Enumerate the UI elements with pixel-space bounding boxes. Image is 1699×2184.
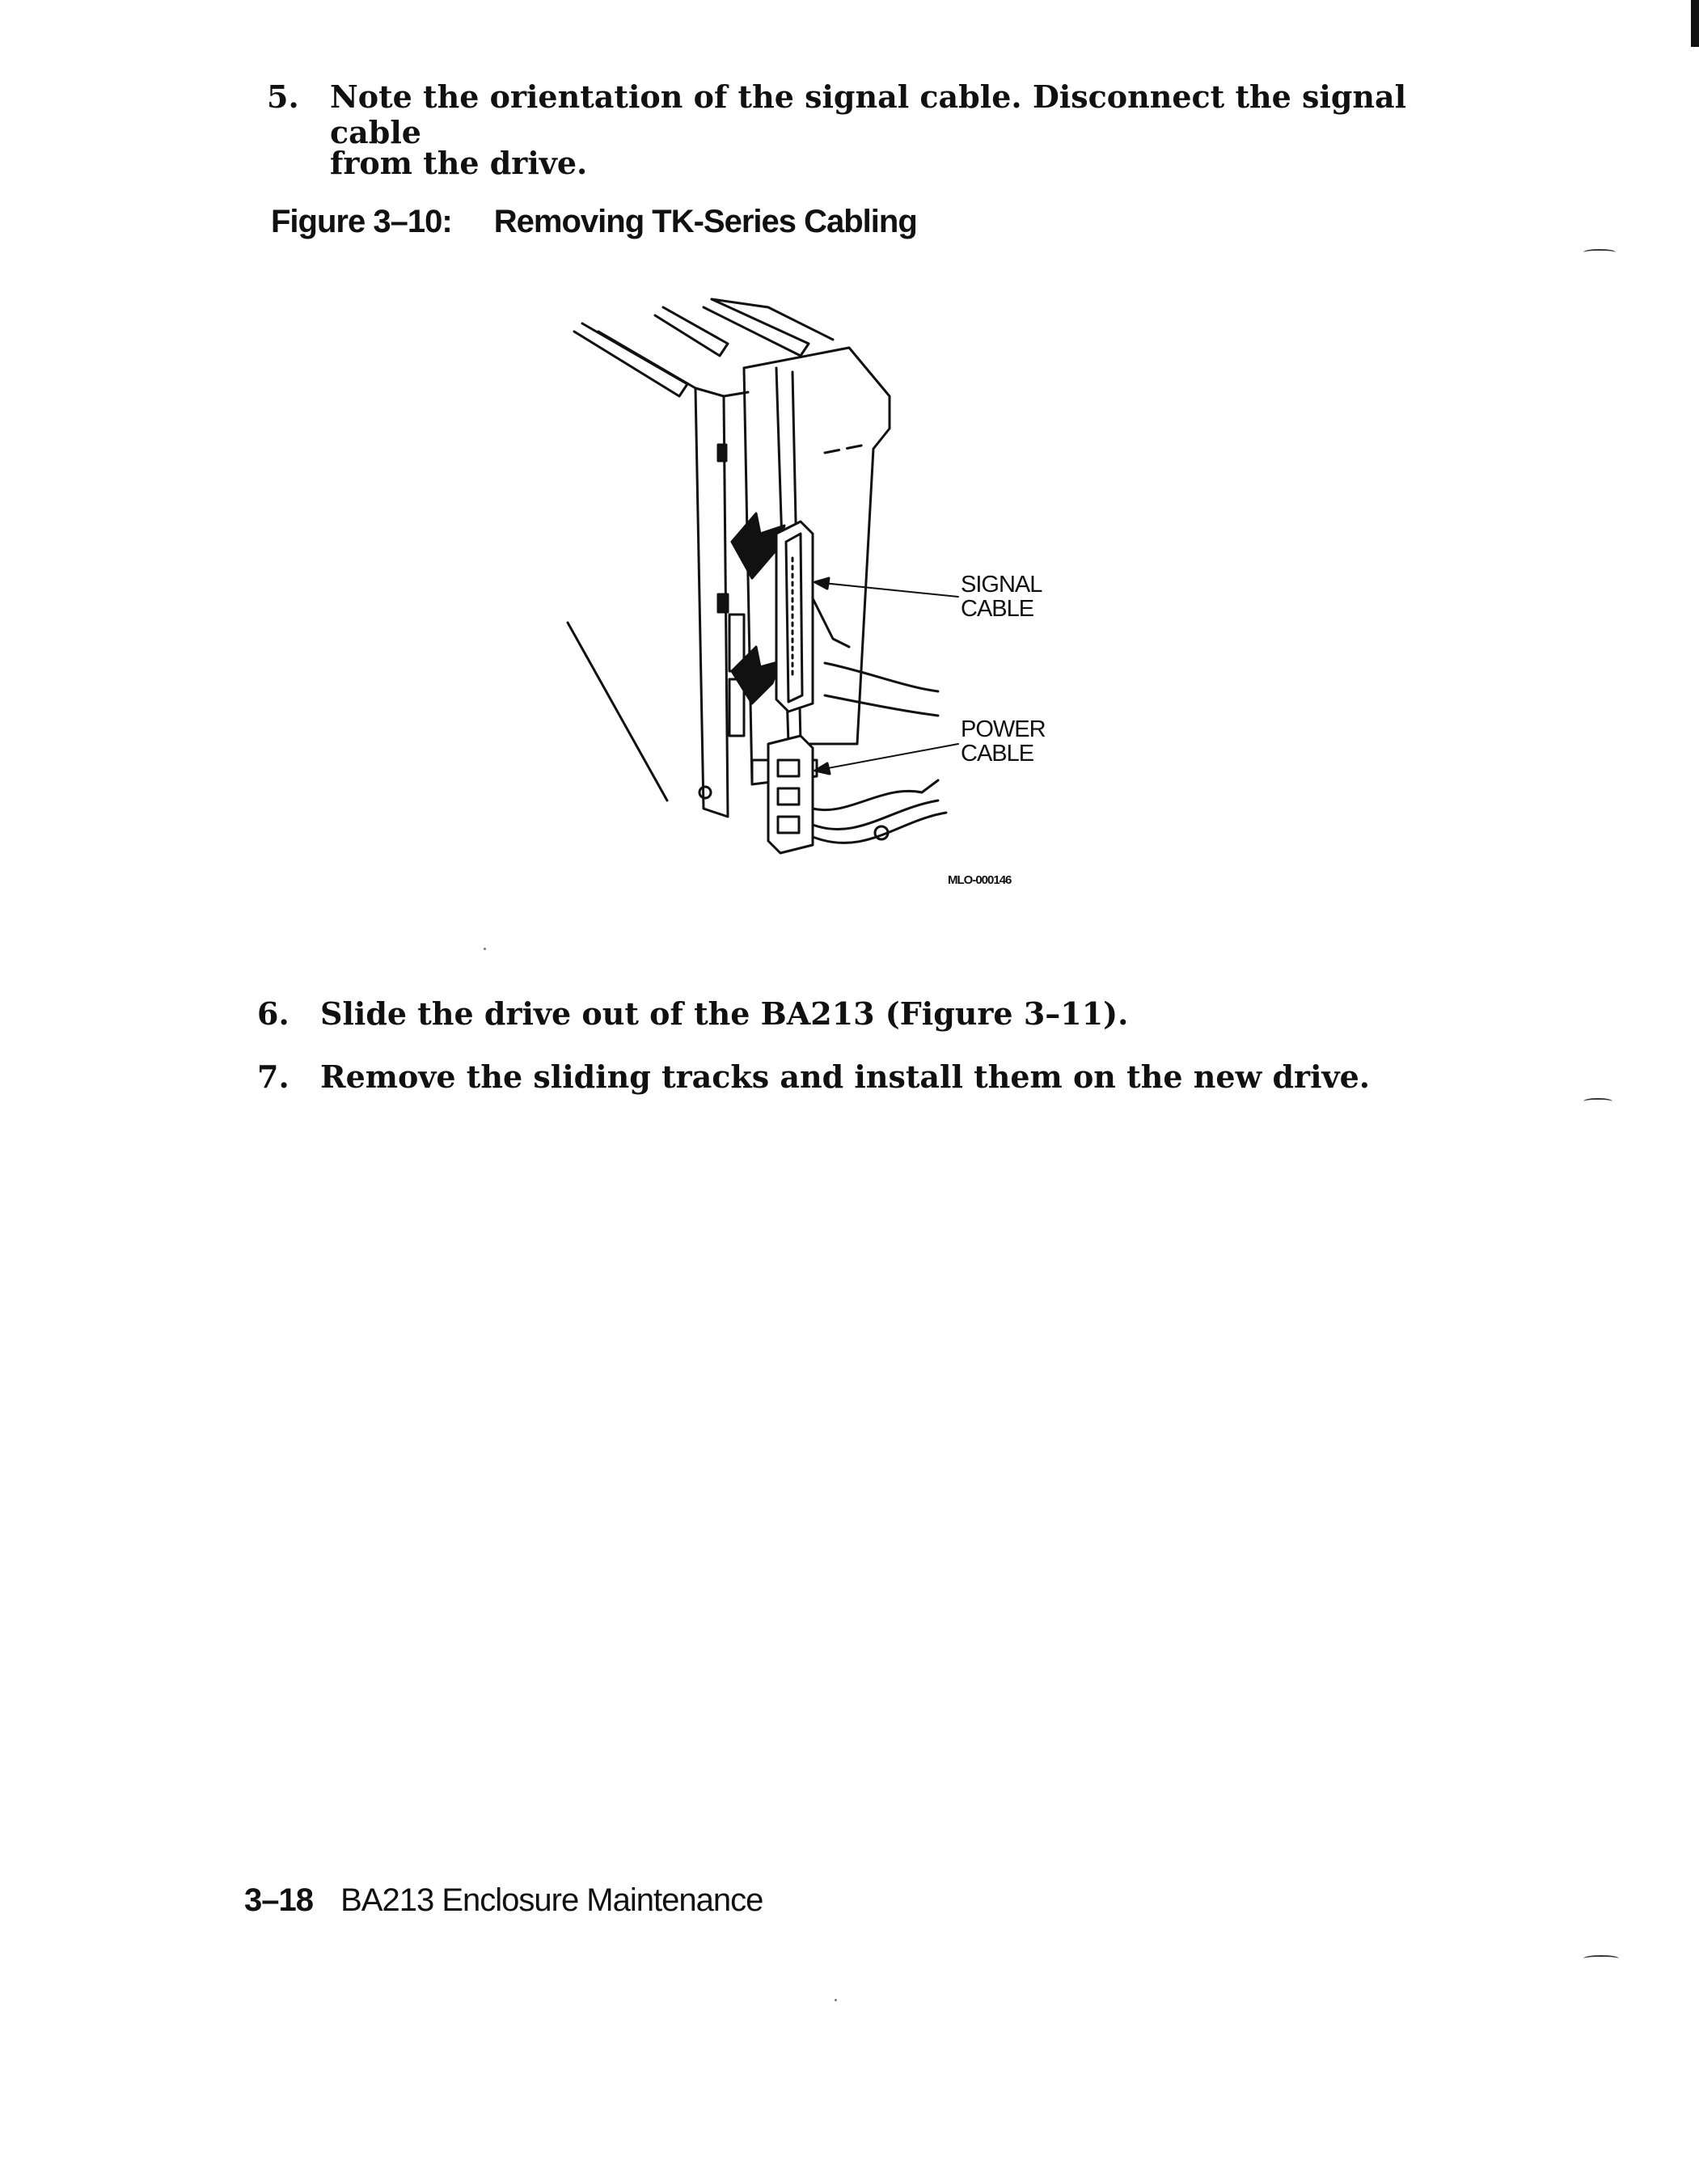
step-text: Remove the sliding tracks and install them on the new drive. — [320, 1058, 1370, 1095]
signal-connector — [776, 522, 813, 712]
signal-leader-line — [815, 582, 958, 597]
board-notch — [718, 445, 726, 461]
scan-edge-mark — [1583, 1955, 1619, 1962]
signal-cable-label — [961, 572, 1042, 621]
illustration-id: MLO-000146 — [948, 873, 1012, 887]
board-screw — [699, 787, 711, 798]
drive-seam — [825, 445, 865, 453]
page-number: 3–18 — [244, 1882, 313, 1918]
chapter-title: BA213 Enclosure Maintenance — [340, 1882, 763, 1918]
step-number: 7. — [257, 1058, 290, 1095]
signal-cable — [825, 663, 938, 691]
power-leader-line — [815, 744, 958, 771]
step-text-line: Note the orientation of the signal cable. Disconnect the signal cable — [330, 78, 1407, 150]
top-panel-edge — [598, 332, 695, 388]
callout-line: CABLE — [961, 741, 1034, 767]
power-wire — [813, 801, 938, 830]
step-text — [330, 79, 1480, 181]
rail-line — [568, 623, 667, 801]
step-text: Slide the drive out of the BA213 (Figure 3–11). — [320, 995, 1129, 1032]
top-panel — [704, 299, 809, 356]
leader-arrowhead — [815, 578, 829, 589]
callout-line: POWER — [961, 716, 1046, 742]
step-number: 6. — [257, 995, 290, 1032]
scan-edge-bar — [1691, 0, 1699, 47]
scan-edge-mark — [1583, 1098, 1612, 1105]
arrow-icon — [732, 647, 780, 703]
figure-caption — [271, 204, 917, 240]
figure-label: Figure 3–10: — [271, 204, 452, 239]
board-notch — [718, 594, 728, 612]
page-footer — [244, 1882, 763, 1919]
top-panel — [574, 323, 687, 396]
callout-line: CABLE — [961, 596, 1034, 622]
scan-edge-mark — [1583, 249, 1616, 256]
step-text-line: from the drive. — [330, 145, 588, 181]
figure-title: Removing TK-Series Cabling — [493, 204, 917, 239]
power-cable-label — [961, 717, 1046, 766]
signal-cable — [825, 695, 938, 716]
signal-cable-ribbon — [813, 598, 849, 647]
scan-speck — [835, 1999, 837, 2001]
power-connector — [768, 736, 813, 853]
step-number: 5. — [267, 78, 299, 115]
scan-speck — [484, 948, 486, 950]
callout-line: SIGNAL — [961, 572, 1042, 598]
